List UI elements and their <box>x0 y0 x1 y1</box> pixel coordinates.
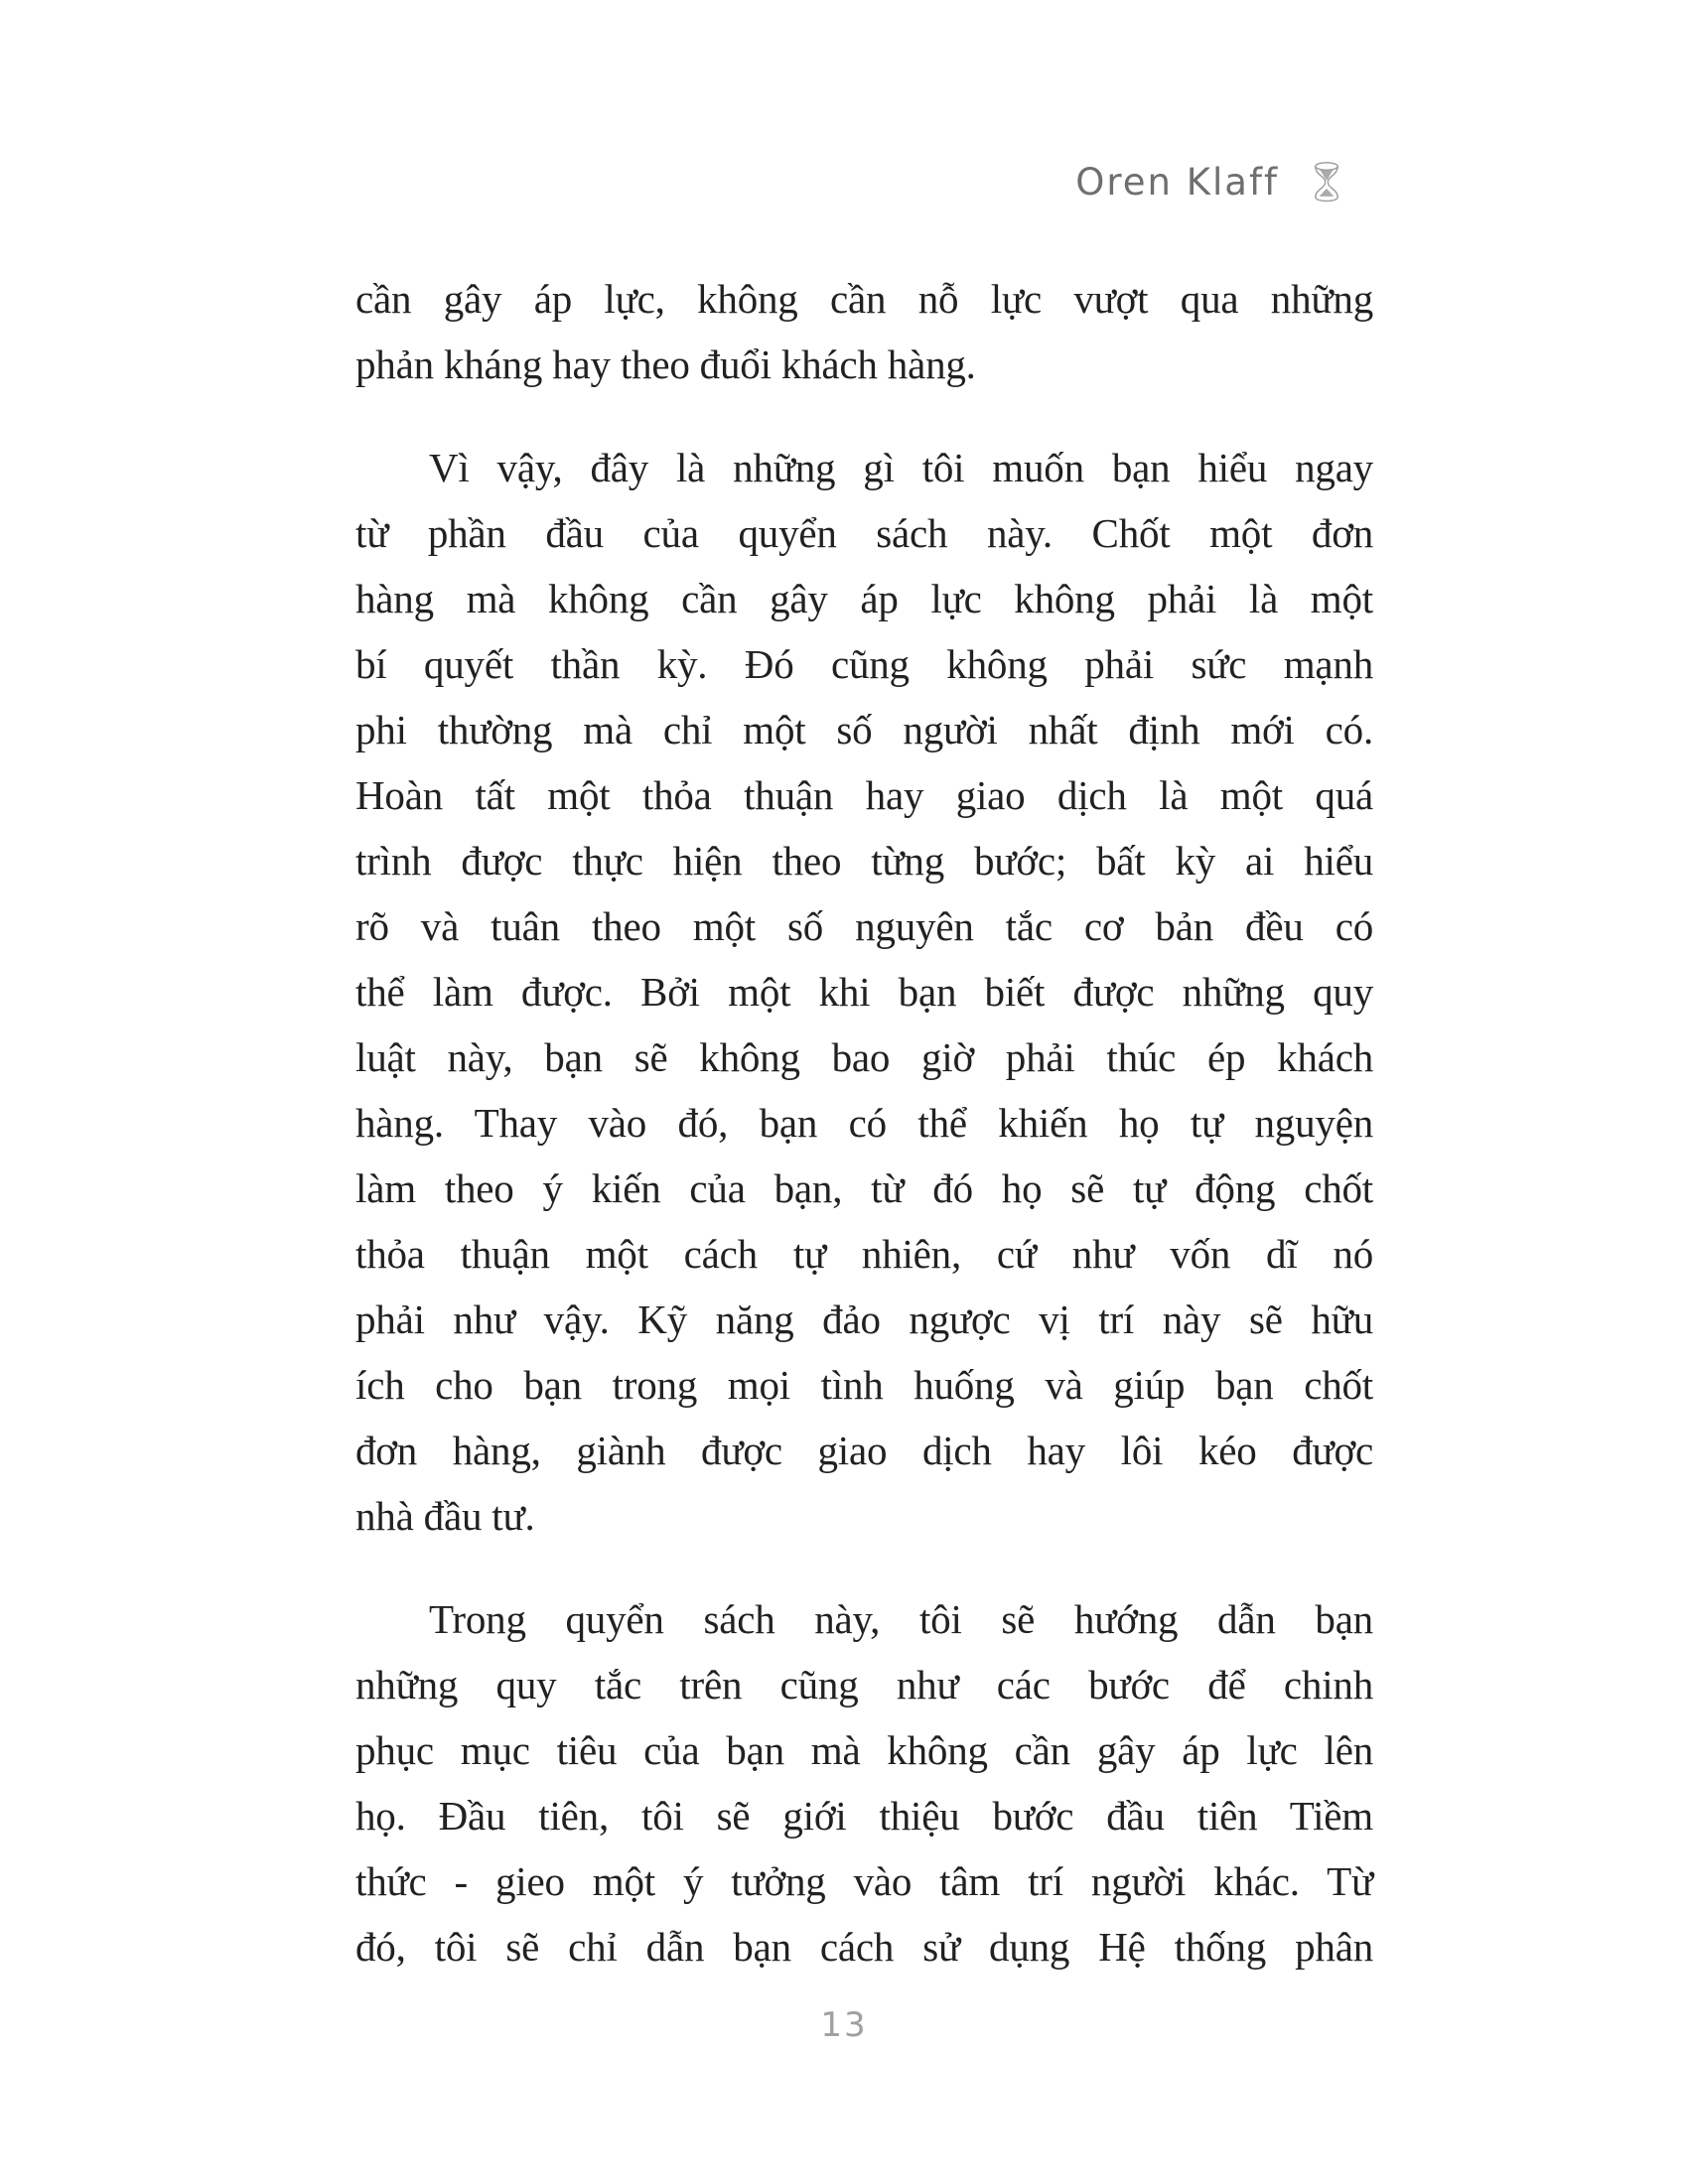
paragraph <box>355 266 1373 397</box>
text-line: trình được thực hiện theo từng bước; bất kỳ ai hiểu <box>355 838 1373 884</box>
text-line: cần gây áp lực, không cần nỗ lực vượt qua những <box>355 276 1373 322</box>
text-line: đơn hàng, giành được giao dịch hay lôi kéo được <box>355 1428 1373 1473</box>
text-line: Trong quyển sách này, tôi sẽ hướng dẫn bạn <box>429 1596 1373 1642</box>
text-line: phản kháng hay theo đuổi khách hàng. <box>355 341 976 387</box>
page-number: 13 <box>820 2005 868 2045</box>
paragraph <box>355 435 1373 1549</box>
text-line: phải như vậy. Kỹ năng đảo ngược vị trí này sẽ hữu <box>355 1297 1373 1342</box>
text-line: những quy tắc trên cũng như các bước để chinh <box>355 1662 1373 1707</box>
text-line: thể làm được. Bởi một khi bạn biết được những quy <box>355 969 1373 1015</box>
text-line: ích cho bạn trong mọi tình huống và giúp bạn chốt <box>355 1362 1373 1408</box>
text-line: làm theo ý kiến của bạn, từ đó họ sẽ tự động chốt <box>355 1165 1373 1211</box>
text-line: Vì vậy, đây là những gì tôi muốn bạn hiểu ngay <box>429 445 1373 490</box>
text-line: từ phần đầu của quyển sách này. Chốt một đơn <box>355 510 1373 556</box>
text-line: luật này, bạn sẽ không bao giờ phải thúc ép khách <box>355 1034 1373 1080</box>
body-text <box>355 266 1373 1979</box>
text-line: đó, tôi sẽ chỉ dẫn bạn cách sử dụng Hệ thống phân <box>355 1924 1373 1970</box>
text-line: họ. Đầu tiên, tôi sẽ giới thiệu bước đầu tiên Tiềm <box>355 1793 1373 1839</box>
text-line: phục mục tiêu của bạn mà không cần gây áp lực lên <box>355 1727 1373 1773</box>
text-line: thức - gieo một ý tưởng vào tâm trí người khác. Từ <box>355 1858 1373 1904</box>
hourglass-icon <box>1311 157 1342 206</box>
text-line: thỏa thuận một cách tự nhiên, cứ như vốn dĩ nó <box>355 1231 1373 1277</box>
paragraph <box>355 1586 1373 1979</box>
text-line: hàng. Thay vào đó, bạn có thể khiến họ tự nguyện <box>355 1100 1373 1146</box>
text-line: Hoàn tất một thỏa thuận hay giao dịch là một quá <box>355 772 1373 818</box>
page-header <box>1075 157 1342 206</box>
text-line: nhà đầu tư. <box>355 1493 535 1539</box>
text-line: phi thường mà chỉ một số người nhất định mới có. <box>355 707 1373 752</box>
author-name: Oren Klaff <box>1075 160 1279 204</box>
text-line: rõ và tuân theo một số nguyên tắc cơ bản đều có <box>355 903 1373 949</box>
text-line: hàng mà không cần gây áp lực không phải là một <box>355 576 1373 621</box>
text-line: bí quyết thần kỳ. Đó cũng không phải sức mạnh <box>355 641 1373 687</box>
